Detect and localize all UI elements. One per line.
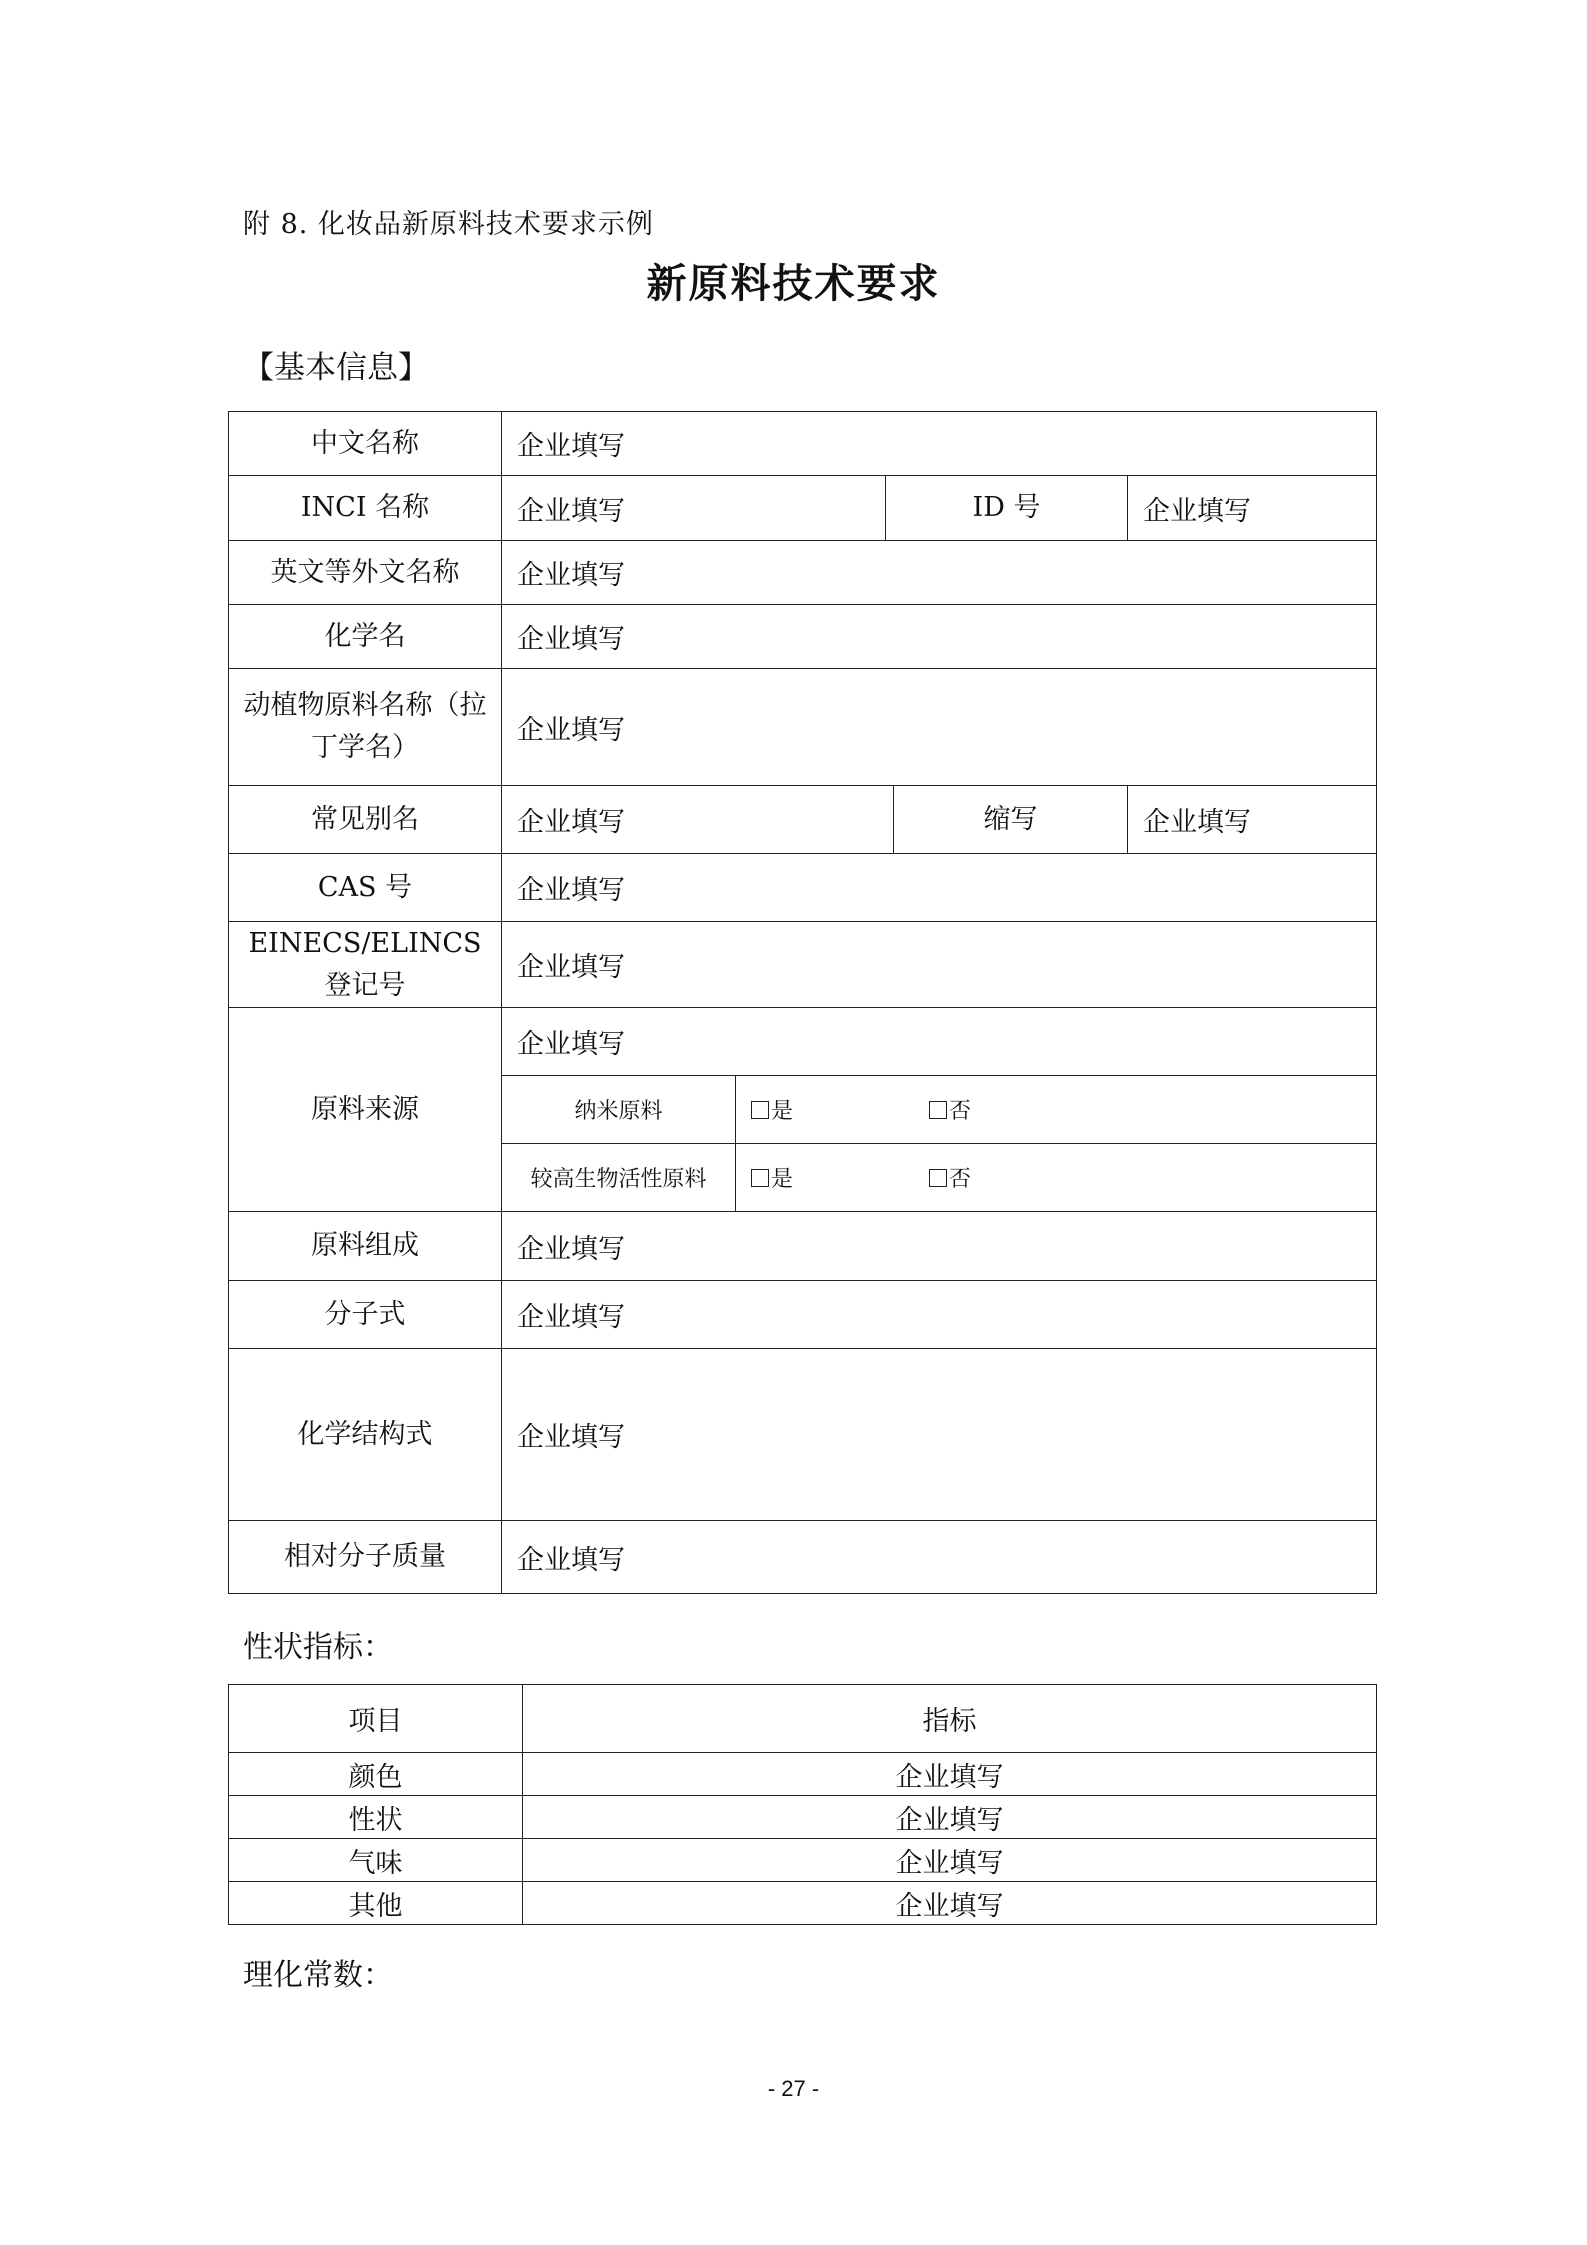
label-id-no: ID 号 (886, 476, 1128, 541)
value-common-alias[interactable]: 企业填写 (502, 786, 894, 854)
value-structural-formula[interactable]: 企业填写 (502, 1349, 1377, 1521)
value-molecular-formula[interactable]: 企业填写 (502, 1281, 1377, 1349)
basic-info-table (228, 411, 1377, 1594)
table-row (229, 1839, 1377, 1882)
checkbox-icon[interactable] (929, 1169, 947, 1187)
value-source[interactable]: 企业填写 (502, 1008, 1377, 1076)
label-inci-name: INCI 名称 (229, 476, 502, 541)
property-item: 性状 (229, 1796, 523, 1839)
value-cas-no[interactable]: 企业填写 (502, 854, 1377, 922)
checkbox-icon[interactable] (751, 1169, 769, 1187)
table-row (229, 1796, 1377, 1839)
label-chinese-name: 中文名称 (229, 412, 502, 476)
label-nano: 纳米原料 (502, 1076, 736, 1144)
value-einecs-no[interactable]: 企业填写 (502, 922, 1377, 1008)
document-title: 新原料技术要求 (646, 260, 941, 307)
label-chemical-name: 化学名 (229, 605, 502, 669)
property-value[interactable]: 企业填写 (523, 1839, 1377, 1882)
header-index: 指标 (523, 1685, 1377, 1753)
nano-no-option[interactable]: 否 (929, 1099, 971, 1124)
label-bioactive: 较高生物活性原料 (502, 1144, 736, 1212)
value-abbreviation[interactable]: 企业填写 (1128, 786, 1377, 854)
label-common-alias: 常见别名 (229, 786, 502, 854)
label-structural-formula: 化学结构式 (229, 1349, 502, 1521)
label-molecular-formula: 分子式 (229, 1281, 502, 1349)
appendix-label: 附 8. 化妆品新原料技术要求示例 (243, 209, 654, 240)
properties-table (228, 1684, 1377, 1925)
section-basic-info: 【基本信息】 (243, 350, 429, 386)
value-inci-name[interactable]: 企业填写 (502, 476, 886, 541)
header-item: 项目 (229, 1685, 523, 1753)
section-properties: 性状指标： (243, 1630, 393, 1665)
checkbox-icon[interactable] (929, 1101, 947, 1119)
property-item: 气味 (229, 1839, 523, 1882)
value-plant-animal-name[interactable]: 企业填写 (502, 669, 1377, 786)
table-row (229, 1753, 1377, 1796)
label-einecs-no: EINECS/ELINCS 登记号 (229, 922, 502, 1008)
value-composition[interactable]: 企业填写 (502, 1212, 1377, 1281)
bioactive-options (736, 1144, 1377, 1212)
label-molecular-weight: 相对分子质量 (229, 1521, 502, 1594)
checkbox-icon[interactable] (751, 1101, 769, 1119)
value-molecular-weight[interactable]: 企业填写 (502, 1521, 1377, 1594)
label-foreign-name: 英文等外文名称 (229, 541, 502, 605)
value-id-no[interactable]: 企业填写 (1128, 476, 1377, 541)
bioactive-yes-option[interactable]: 是 (751, 1167, 793, 1192)
label-cas-no: CAS 号 (229, 854, 502, 922)
label-plant-animal-name: 动植物原料名称（拉丁学名） (229, 669, 502, 786)
label-abbreviation: 缩写 (894, 786, 1128, 854)
label-composition: 原料组成 (229, 1212, 502, 1281)
property-item: 颜色 (229, 1753, 523, 1796)
value-foreign-name[interactable]: 企业填写 (502, 541, 1377, 605)
nano-options (736, 1076, 1377, 1144)
value-chinese-name[interactable]: 企业填写 (502, 412, 1377, 476)
page-number: - 27 - (767, 2076, 820, 2101)
bioactive-no-option[interactable]: 否 (929, 1167, 971, 1192)
section-physchem: 理化常数： (243, 1958, 393, 1993)
value-chemical-name[interactable]: 企业填写 (502, 605, 1377, 669)
property-item: 其他 (229, 1882, 523, 1925)
property-value[interactable]: 企业填写 (523, 1882, 1377, 1925)
label-source: 原料来源 (229, 1008, 502, 1212)
table-row (229, 1882, 1377, 1925)
property-value[interactable]: 企业填写 (523, 1753, 1377, 1796)
nano-yes-option[interactable]: 是 (751, 1099, 793, 1124)
property-value[interactable]: 企业填写 (523, 1796, 1377, 1839)
